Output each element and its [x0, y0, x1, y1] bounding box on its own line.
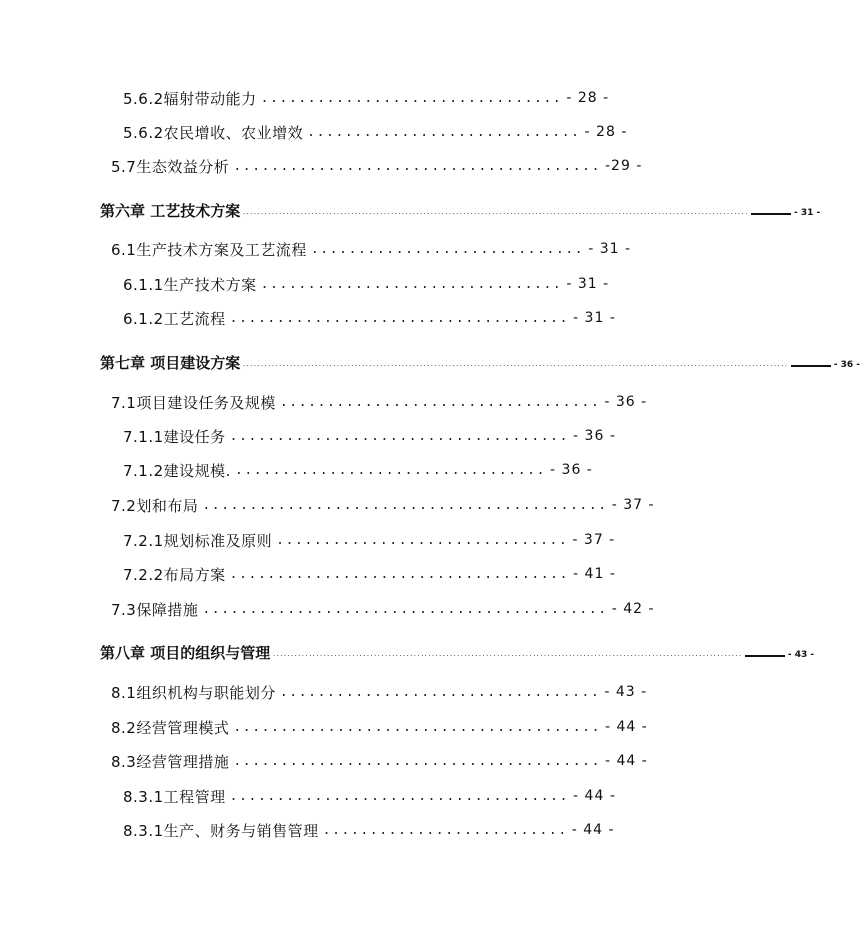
toc-dot-leader: ...........................................: [202, 601, 608, 617]
toc-page-number: - 37 -: [572, 532, 616, 548]
toc-leader-bar: [751, 213, 791, 215]
toc-dot-leader: ..................................: [279, 394, 601, 410]
toc-entry-label: 7.1.1建设任务: [123, 427, 226, 446]
toc-entry-label: 8.1组织机构与职能划分: [111, 683, 276, 702]
toc-entry-label: 7.2划和布局: [111, 496, 199, 515]
toc-dot-leader: .................................: [234, 462, 547, 478]
toc-dot-leader: ...........................................: [202, 497, 608, 513]
toc-page-number: - 31 -: [566, 276, 610, 292]
toc-entry-label: 6.1生产技术方案及工艺流程: [111, 240, 307, 259]
toc-chapter-label: 第八章 项目的组织与管理: [100, 643, 271, 662]
toc-dot-leader: ..................................................................................................................................: [272, 650, 742, 658]
toc-entry[interactable]: [123, 86, 610, 110]
toc-page-number: - 44 -: [605, 753, 648, 769]
toc-entry-label: 7.1.2建设规模.: [123, 461, 231, 480]
toc-page-number: -29 -: [605, 158, 643, 174]
toc-page-number: - 44 -: [571, 822, 615, 838]
toc-leader-bar: [745, 655, 785, 657]
toc-dot-leader: ....................................: [229, 566, 570, 582]
toc-chapter-entry[interactable]: [100, 198, 821, 222]
toc-entry[interactable]: [123, 306, 616, 330]
toc-leader-bar: [791, 365, 831, 367]
toc-dot-leader: .............................: [307, 124, 581, 140]
toc-entry-label: 8.3.1生产、财务与销售管理: [123, 821, 319, 840]
toc-entry-label: 6.1.1生产技术方案: [123, 275, 257, 294]
toc-entry-label: 7.2.2布局方案: [123, 565, 226, 584]
toc-page-number: - 44 -: [605, 719, 648, 735]
toc-page-number: - 43 -: [787, 650, 815, 660]
toc-dot-leader: ....................................: [229, 310, 570, 326]
toc-entry[interactable]: [111, 237, 632, 261]
toc-entry-label: 7.1项目建设任务及规模: [111, 393, 276, 412]
toc-entry[interactable]: [123, 424, 616, 448]
toc-entry[interactable]: [123, 120, 628, 144]
toc-dot-leader: ..................................: [279, 684, 601, 700]
toc-entry[interactable]: [111, 390, 648, 414]
toc-page-number: - 36 -: [550, 462, 593, 478]
toc-page-number: - 36 -: [833, 360, 860, 370]
toc-dot-leader: ................................: [260, 90, 563, 106]
toc-entry-label: 8.3.1工程管理: [123, 787, 226, 806]
toc-entry[interactable]: [111, 680, 648, 704]
toc-page-number: - 36 -: [604, 394, 648, 410]
toc-page-number: - 43 -: [604, 684, 648, 700]
toc-dot-leader: .......................................: [233, 158, 601, 174]
toc-page-number: - 41 -: [573, 566, 616, 582]
toc-dot-leader: ................................: [260, 276, 563, 292]
toc-entry[interactable]: [123, 818, 615, 842]
toc-entry[interactable]: [123, 528, 616, 552]
toc-dot-leader: .......................................................................................................................................................: [242, 360, 788, 368]
toc-dot-leader: ....................................: [229, 428, 570, 444]
toc-dot-leader: ..........................: [322, 822, 568, 838]
toc-chapter-label: 第七章 项目建设方案: [100, 353, 241, 372]
toc-entry[interactable]: [123, 562, 616, 586]
toc-dot-leader: .......................................: [233, 753, 601, 769]
toc-entry-label: 5.6.2辐射带动能力: [123, 89, 257, 108]
toc-chapter-label: 第六章 工艺技术方案: [100, 201, 241, 220]
toc-dot-leader: ...............................: [276, 532, 569, 548]
toc-page-number: - 31 -: [573, 310, 616, 326]
toc-page-number: - 44 -: [573, 788, 616, 804]
toc-page-number: - 31 -: [793, 208, 821, 218]
toc-dot-leader: .......................................: [233, 719, 601, 735]
toc-entry-label: 7.2.1规划标准及原则: [123, 531, 273, 550]
toc-page-number: - 42 -: [611, 601, 655, 617]
toc-page-number: - 28 -: [566, 90, 610, 106]
toc-dot-leader: ....................................: [229, 788, 570, 804]
toc-dot-leader: ............................................................................................................................................: [242, 208, 748, 216]
toc-chapter-entry[interactable]: [100, 350, 860, 374]
toc-entry[interactable]: [111, 749, 648, 773]
toc-page-number: - 31 -: [588, 241, 632, 257]
toc-dot-leader: .............................: [310, 241, 585, 257]
toc-page-number: - 37 -: [611, 497, 655, 513]
toc-chapter-entry[interactable]: [100, 640, 815, 664]
toc-entry-label: 7.3保障措施: [111, 600, 199, 619]
toc-entry-label: 8.3经营管理措施: [111, 752, 230, 771]
toc-entry[interactable]: [111, 715, 648, 739]
toc-page-number: - 28 -: [584, 124, 628, 140]
toc-entry[interactable]: [111, 154, 643, 178]
toc-page-number: - 36 -: [573, 428, 616, 444]
toc-entry[interactable]: [123, 784, 616, 808]
toc-entry[interactable]: [111, 597, 655, 621]
toc-entry[interactable]: [123, 458, 593, 482]
toc-entry[interactable]: [111, 493, 655, 517]
toc-entry-label: 6.1.2工艺流程: [123, 309, 226, 328]
toc-entry-label: 5.7生态效益分析: [111, 157, 230, 176]
toc-entry[interactable]: [123, 272, 610, 296]
toc-entry-label: 8.2经营管理模式: [111, 718, 230, 737]
toc-entry-label: 5.6.2农民增收、农业增效: [123, 123, 304, 142]
